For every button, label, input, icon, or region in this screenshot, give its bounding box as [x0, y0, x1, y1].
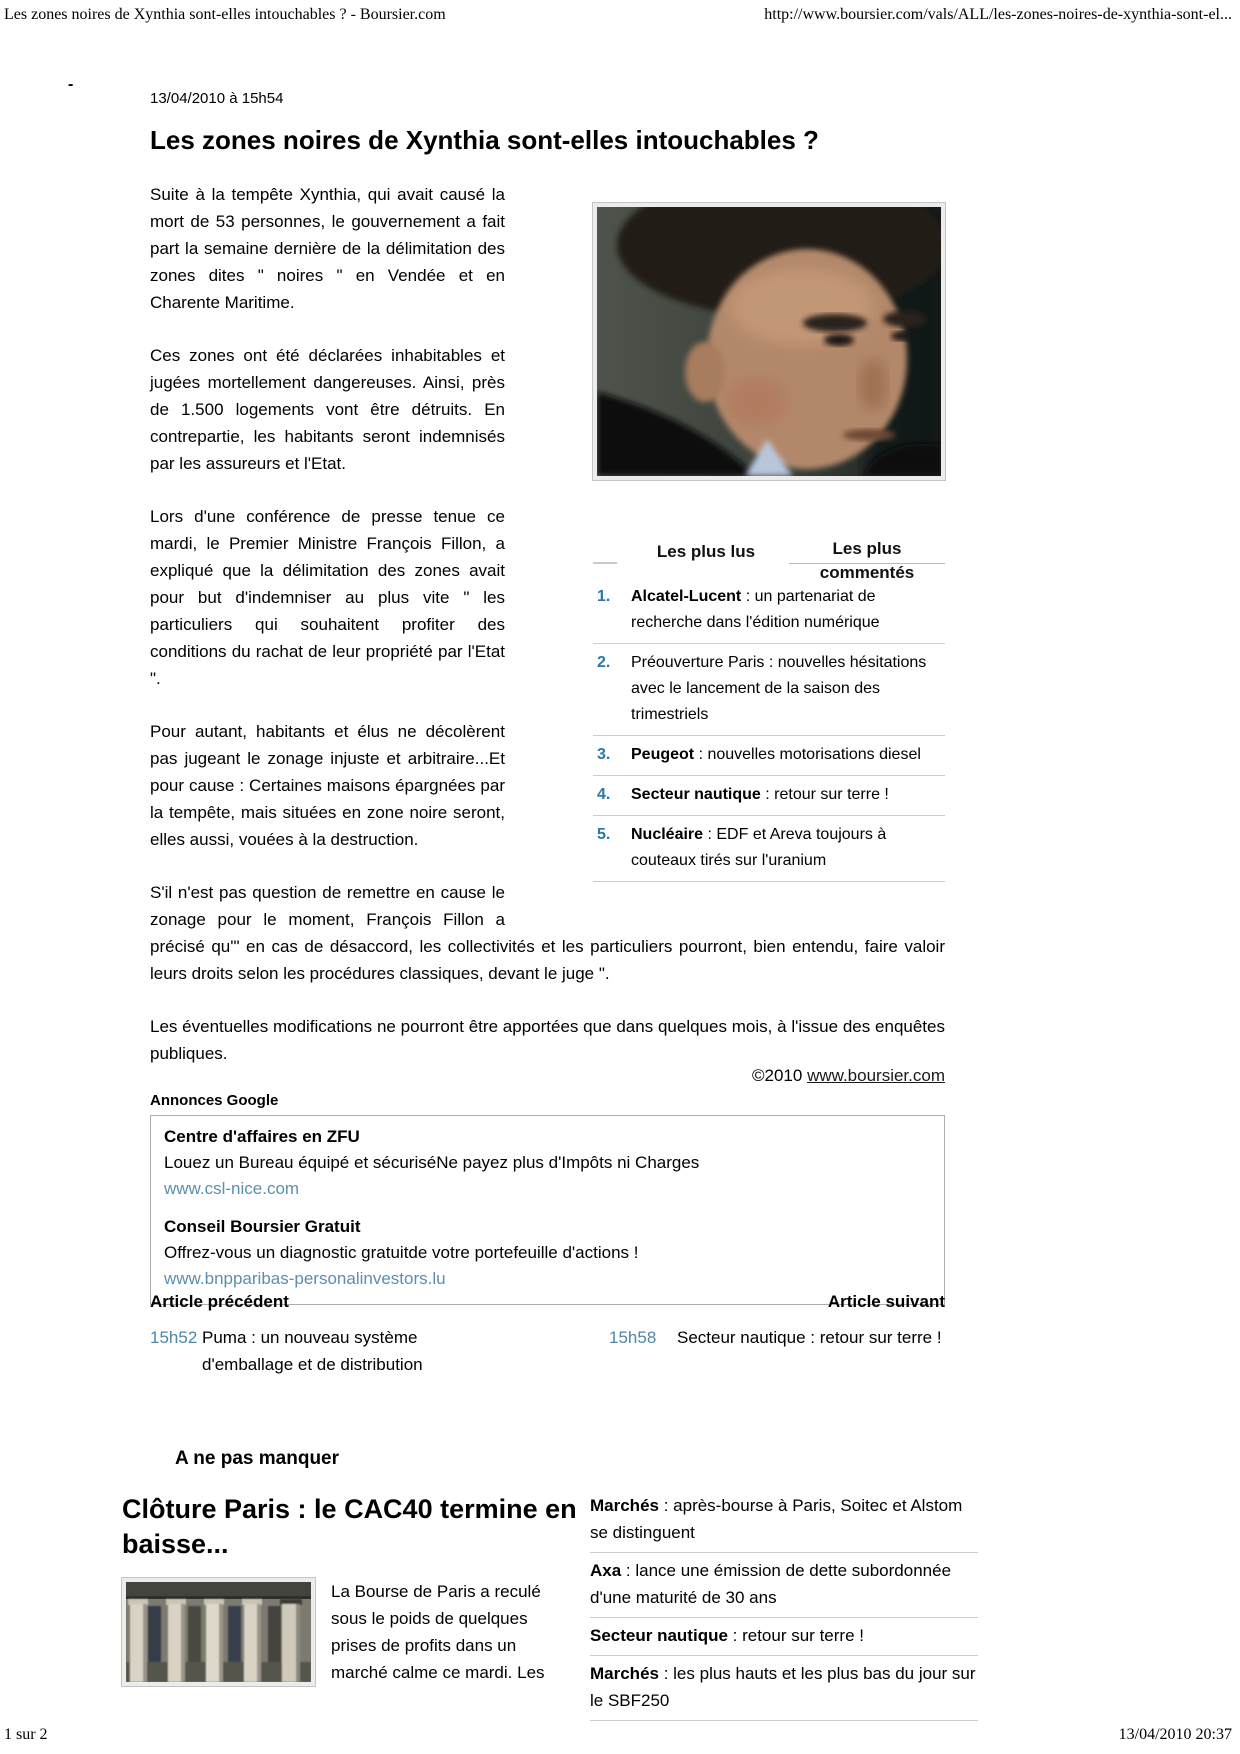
tab-most-commented[interactable]: Les plus commentés: [789, 537, 945, 564]
news-item-1[interactable]: [590, 1488, 978, 1553]
previous-article-link[interactable]: Puma : un nouveau système d'emballage et de distribution: [202, 1328, 423, 1374]
article-title: Les zones noires de Xynthia sont-elles intouchables ?: [150, 125, 819, 155]
rank-number: 4.: [597, 786, 611, 803]
right-column-block: [593, 181, 945, 882]
item-text: : après-bourse à Paris, Soitec et Alstom se distinguent: [590, 1496, 963, 1542]
previous-article-label: Article précédent: [150, 1292, 289, 1311]
google-ads-label: Annonces Google: [150, 1092, 279, 1109]
item-lead: Secteur nautique: [631, 786, 761, 803]
google-ads-section: [150, 1092, 945, 1305]
next-article: [609, 1292, 945, 1378]
article-photo: [593, 203, 945, 480]
most-read-list: [593, 578, 945, 882]
article-main: [150, 84, 945, 1456]
google-ads-box: [150, 1115, 945, 1305]
item-lead: Marchés: [590, 1496, 659, 1515]
item-text: : un partenariat de recherche dans l'édition numérique: [631, 588, 880, 631]
most-read-tabs: [593, 538, 945, 582]
item-text: : lance une émission de dette subordonnée d'une maturité de 30 ans: [590, 1561, 952, 1607]
tab-dash: [593, 546, 617, 564]
stray-dash: -: [68, 76, 74, 93]
news-item-4[interactable]: [590, 1656, 978, 1721]
news-item-3[interactable]: [590, 1618, 978, 1656]
most-read-item-1[interactable]: [593, 578, 945, 644]
ad-url-link[interactable]: www.csl-nice.com: [164, 1179, 300, 1198]
tab-most-read[interactable]: Les plus lus: [656, 542, 756, 561]
print-footer-datetime: 13/04/2010 20:37: [1118, 1726, 1232, 1743]
ad-item-1: [164, 1124, 931, 1202]
news-flash-list: [590, 1488, 978, 1721]
article-paragraph-5: S'il n'est pas question de remettre en cause le zonage pour le moment, François Fillon a précisé qu'" en cas de désaccord, les collectivités et les particuliers pourront, bien entendu, faire valoir leurs droits selon les procédures classiques, devant le juge ".: [150, 883, 945, 983]
rank-number: 2.: [597, 654, 611, 671]
article-body: [150, 181, 945, 1067]
ad-title[interactable]: Centre d'affaires en ZFU: [164, 1127, 360, 1146]
article-paragraph-3: Lors d'une conférence de presse tenue ce mardi, le Premier Ministre François Fillon, a expliqué que la délimitation des zones avait pour but d'indemniser au plus vite " les particuliers qui souhaitent profiter des conditions du rachat de leur propriété par l'Etat ".: [150, 507, 505, 688]
item-text: : les plus hauts et les plus bas du jour sur le SBF250: [590, 1664, 976, 1710]
print-header: [4, 6, 1232, 24]
bourse-photo: [122, 1578, 315, 1686]
ad-description: Louez un Bureau équipé et sécuriséNe payez plus d'Impôts ni Charges: [164, 1153, 700, 1172]
next-article-link[interactable]: Secteur nautique : retour sur terre !: [677, 1328, 942, 1347]
most-read-item-4[interactable]: [593, 776, 945, 816]
closing-story-headline[interactable]: Clôture Paris : le CAC40 termine en baisse...: [122, 1494, 577, 1559]
most-read-item-2[interactable]: [593, 644, 945, 736]
article-paragraph-2: Ces zones ont été déclarées inhabitables et jugées mortellement dangereuses. Ainsi, près de 1.500 logements vont être détruits. En contrepartie, les habitants seront indemnisés par les assureurs et l'Etat.: [150, 346, 505, 473]
print-header-url: http://www.boursier.com/vals/ALL/les-zones-noires-de-xynthia-sont-el...: [764, 6, 1232, 23]
copyright-link[interactable]: www.boursier.com: [807, 1066, 945, 1085]
news-item-2[interactable]: [590, 1553, 978, 1618]
item-text: : retour sur terre !: [727, 1626, 864, 1645]
ad-url-link[interactable]: www.bnpparibas-personalinvestors.lu: [164, 1269, 446, 1288]
print-header-title: Les zones noires de Xynthia sont-elles intouchables ? - Boursier.com: [4, 6, 446, 23]
closing-story: [122, 1488, 582, 1721]
ad-description: Offrez-vous un diagnostic gratuitde votre portefeuille d'actions !: [164, 1243, 639, 1262]
dont-miss-section: [122, 1448, 978, 1721]
article-paragraph-1: Suite à la tempête Xynthia, qui avait causé la mort de 53 personnes, le gouvernement a fait part la semaine dernière de la délimitation des zones dites " noires " en Vendée et en Charente Maritime.: [150, 185, 505, 312]
previous-article-time: 15h52: [150, 1328, 198, 1347]
rank-number: 3.: [597, 746, 611, 763]
item-lead: Alcatel-Lucent: [631, 588, 742, 605]
print-footer-page: 1 sur 2: [4, 1726, 48, 1743]
article-paragraph-4: Pour autant, habitants et élus ne décolèrent pas jugeant le zonage injuste et arbitraire...Et pour cause : Certaines maisons épargnées par la tempête, mais situées en zone noire seront, elles aussi, vouées à la destruction.: [150, 722, 505, 849]
article-paragraph-6: Les éventuelles modifications ne pourront être apportées que dans quelques mois, à l'issue des enquêtes publiques.: [150, 1017, 945, 1063]
most-read-item-5[interactable]: [593, 816, 945, 882]
next-article-time: 15h58: [609, 1328, 657, 1347]
copyright-prefix: ©2010: [751, 1066, 808, 1085]
item-lead: Marchés: [590, 1664, 659, 1683]
most-read-item-3[interactable]: [593, 736, 945, 776]
next-article-label: Article suivant: [827, 1292, 945, 1311]
closing-story-teaser: La Bourse de Paris a reculé sous le poids de quelques prises de profits dans un marché calme ce mardi. Les: [331, 1582, 545, 1682]
item-lead: Peugeot: [631, 746, 695, 763]
dont-miss-label: A ne pas manquer: [175, 1448, 340, 1469]
item-text: : retour sur terre !: [760, 786, 889, 803]
item-text: : nouvelles motorisations diesel: [694, 746, 921, 763]
copyright-line: [752, 1066, 945, 1086]
previous-article: [150, 1292, 495, 1378]
prev-next-nav: [150, 1292, 945, 1378]
rank-number: 1.: [597, 588, 611, 605]
item-text: Préouverture Paris : nouvelles hésitations avec le lancement de la saison des trimestriels: [631, 654, 927, 723]
item-text: : EDF et Areva toujours à couteaux tirés sur l'uranium: [631, 826, 887, 869]
print-footer: [4, 1726, 1232, 1744]
item-lead: Nucléaire: [631, 826, 704, 843]
item-lead: Secteur nautique: [590, 1626, 728, 1645]
rank-number: 5.: [597, 826, 611, 843]
ad-item-2: [164, 1214, 931, 1292]
article-date: 13/04/2010 à 15h54: [150, 90, 284, 107]
ad-title[interactable]: Conseil Boursier Gratuit: [164, 1217, 361, 1236]
item-lead: Axa: [590, 1561, 622, 1580]
